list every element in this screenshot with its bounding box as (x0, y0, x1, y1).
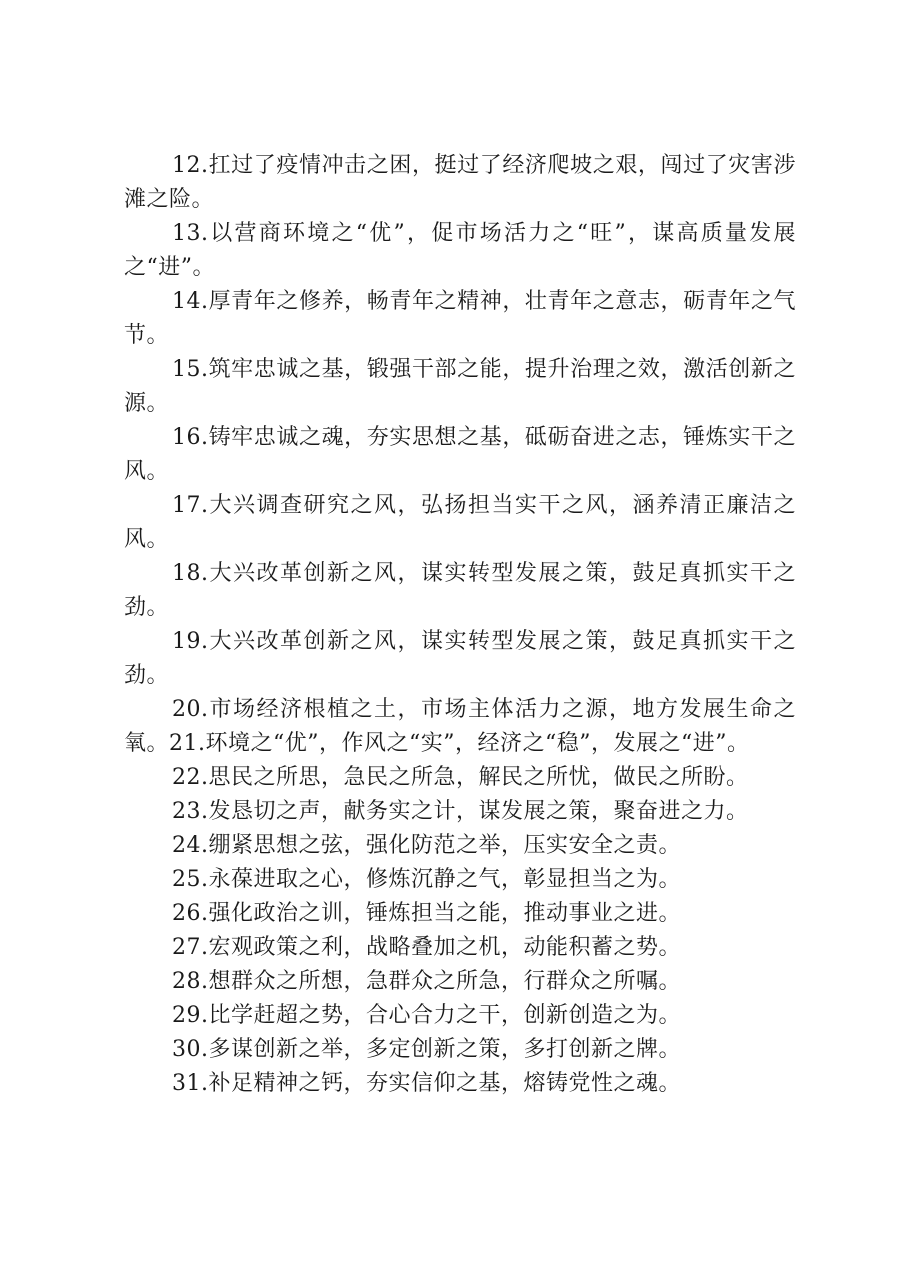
paragraph-30: 30.多谋创新之举，多定创新之策，多打创新之牌。 (172, 1037, 681, 1062)
paragraph-24: 24.绷紧思想之弦，强化防范之举，压实安全之责。 (172, 833, 681, 858)
paragraph-28: 28.想群众之所想，急群众之所急，行群众之所嘱。 (172, 969, 681, 994)
paragraph-27: 27.宏观政策之利，战略叠加之机，动能积蓄之势。 (172, 935, 681, 960)
paragraph-20-21: 20.市场经济根植之土，市场主体活力之源，地方发展生命之氧。21.环境之“优”，作风之“实”，经济之“稳”，发展之“进”。 (124, 697, 796, 756)
paragraph-14: 14.厚青年之修养，畅青年之精神，壮青年之意志，砺青年之气节。 (124, 289, 796, 348)
paragraph-18: 18.大兴改革创新之风，谋实转型发展之策，鼓足真抓实干之劲。 (124, 561, 796, 620)
paragraph-12: 12.扛过了疫情冲击之困，挺过了经济爬坡之艰，闯过了灾害涉滩之险。 (124, 153, 796, 212)
paragraph-23: 23.发恳切之声，献务实之计，谋发展之策，聚奋进之力。 (172, 799, 749, 824)
paragraph-17: 17.大兴调查研究之风，弘扬担当实干之风，涵养清正廉洁之风。 (124, 493, 796, 552)
paragraph-15: 15.筑牢忠诚之基，锻强干部之能，提升治理之效，激活创新之源。 (124, 357, 796, 416)
paragraph-25: 25.永葆进取之心，修炼沉静之气，彰显担当之为。 (172, 867, 681, 892)
paragraph-26: 26.强化政治之训，锤炼担当之能，推动事业之进。 (172, 901, 681, 926)
paragraph-22: 22.思民之所思，急民之所急，解民之所忧，做民之所盼。 (172, 765, 749, 790)
paragraph-31: 31.补足精神之钙，夯实信仰之基，熔铸党性之魂。 (172, 1071, 681, 1096)
paragraph-13: 13.以营商环境之“优”，促市场活力之“旺”，谋高质量发展之“进”。 (124, 221, 796, 280)
paragraph-29: 29.比学赶超之势，合心合力之干，创新创造之为。 (172, 1003, 681, 1028)
paragraph-16: 16.铸牢忠诚之魂，夯实思想之基，砥砺奋进之志，锤炼实干之风。 (124, 425, 796, 484)
document-body (124, 149, 796, 1101)
paragraph-19: 19.大兴改革创新之风，谋实转型发展之策，鼓足真抓实干之劲。 (124, 629, 796, 688)
